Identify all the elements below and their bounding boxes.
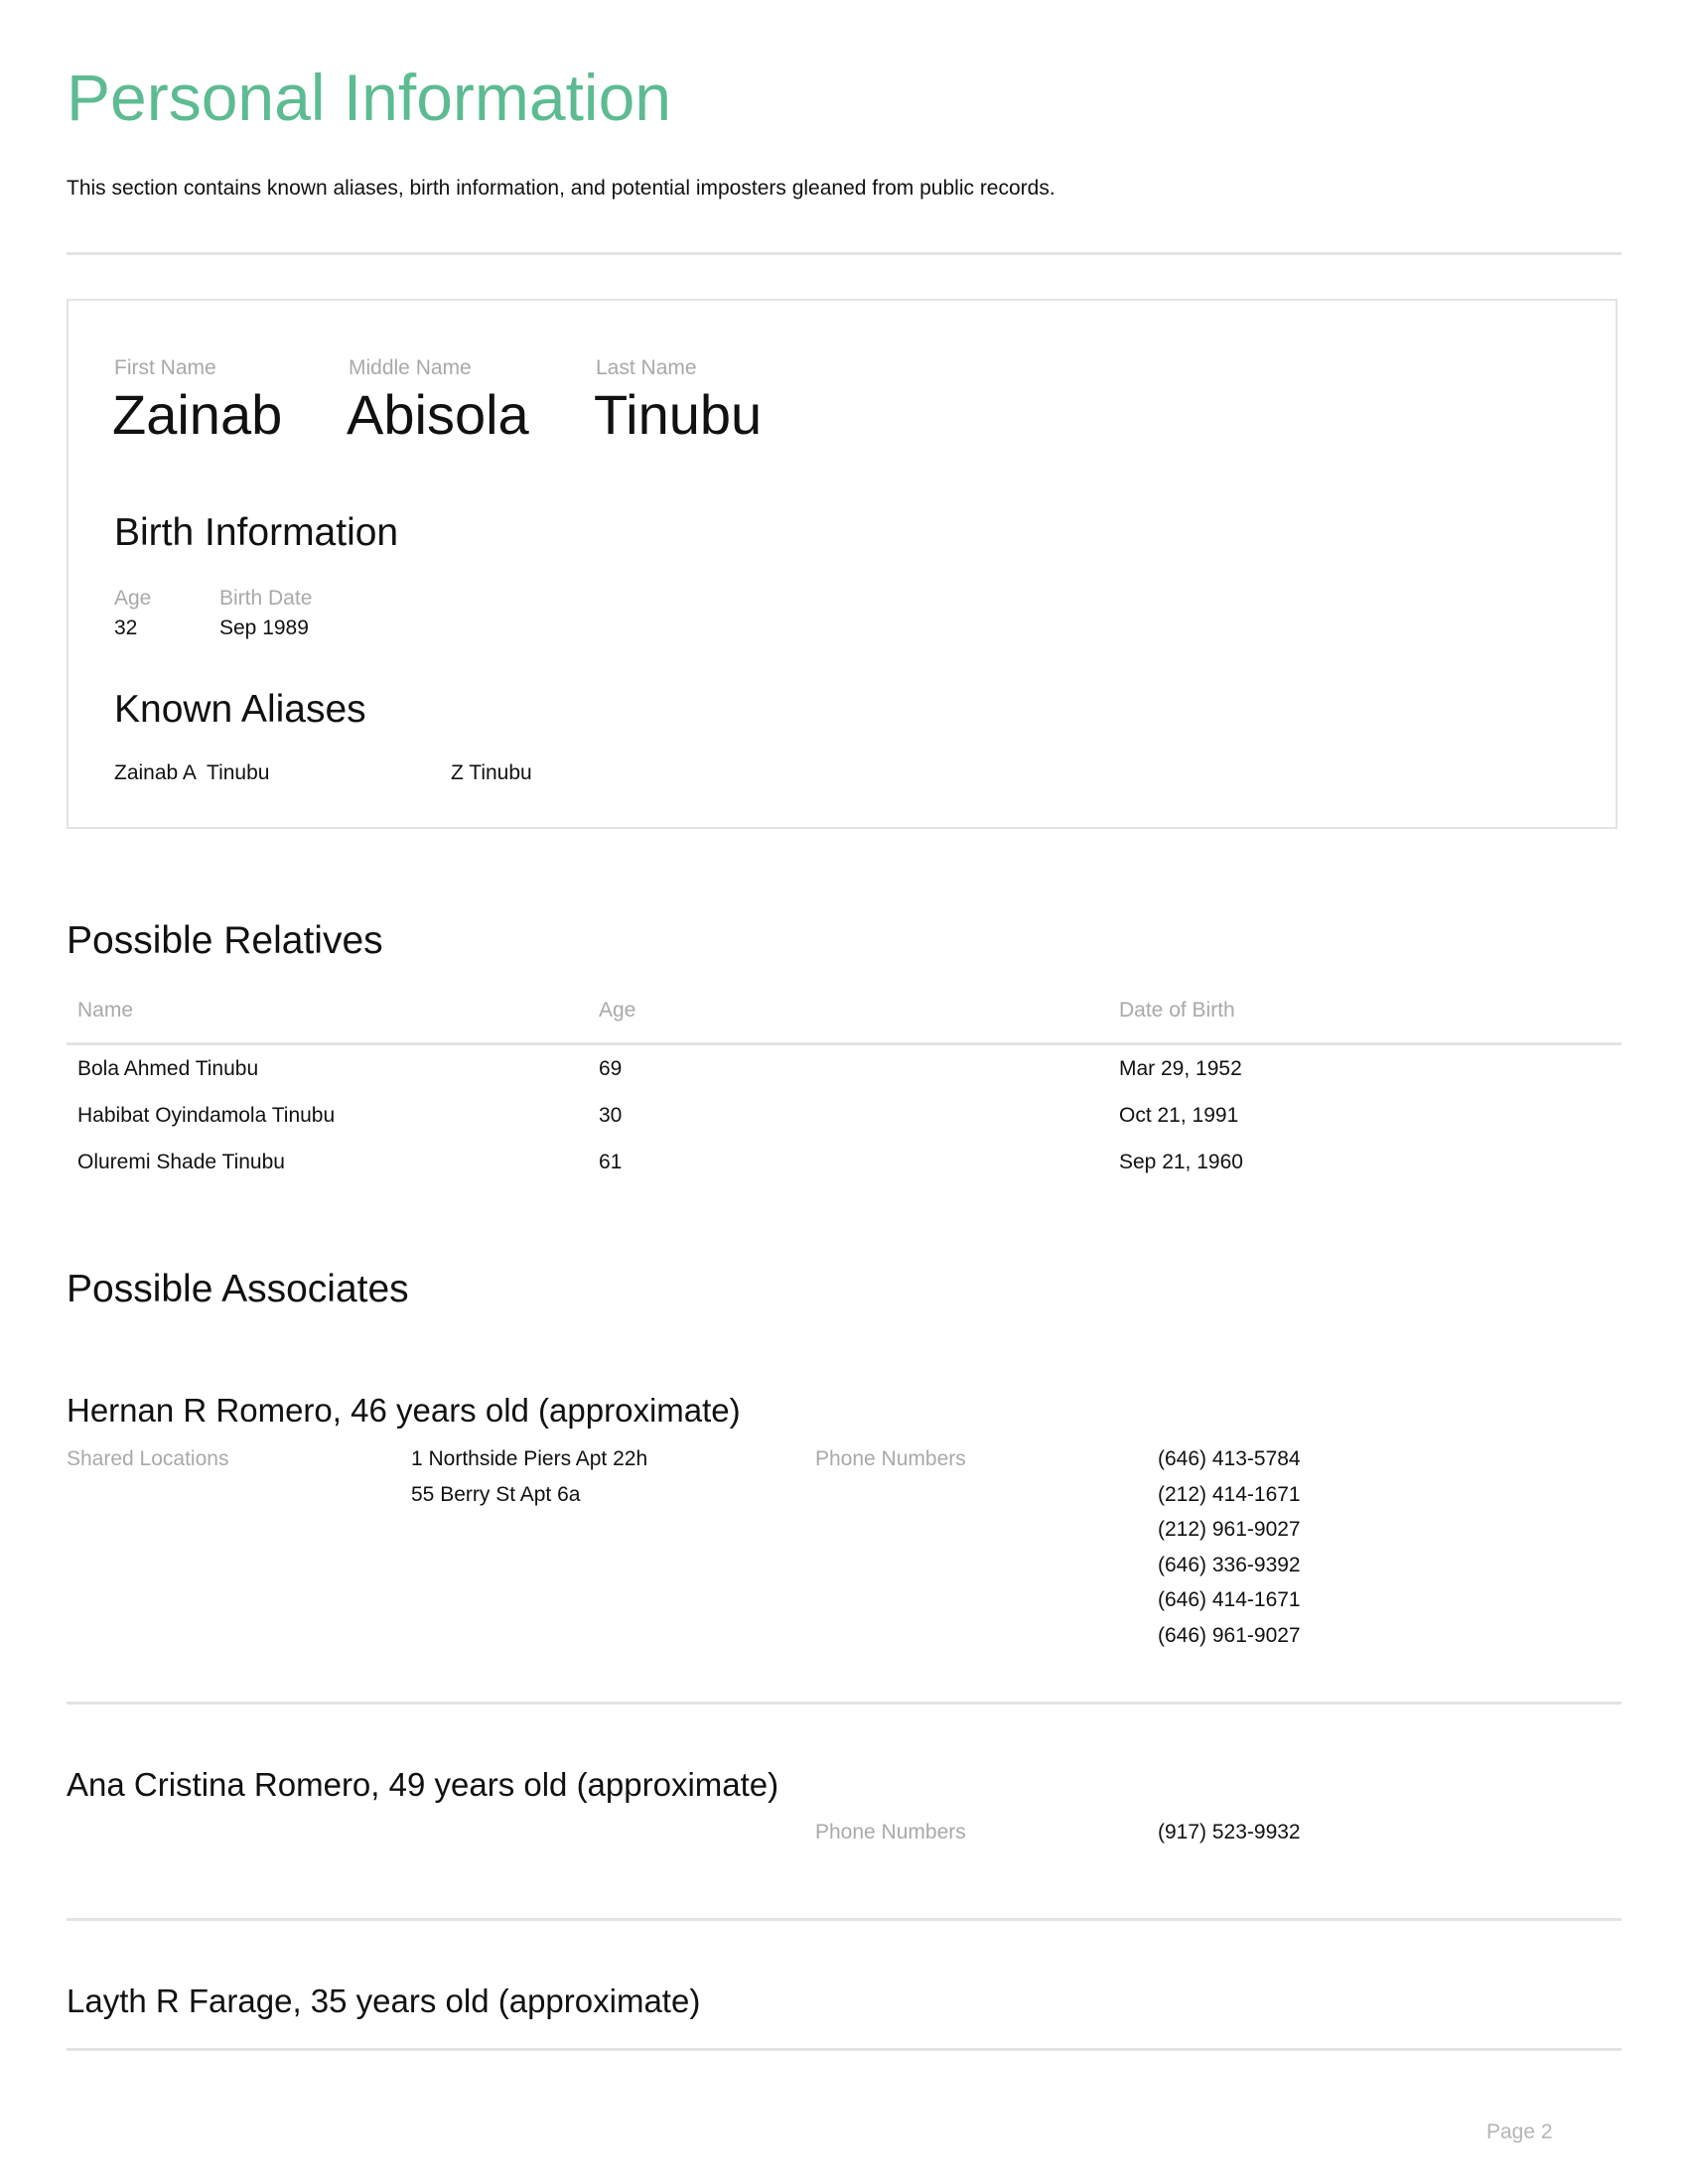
phone-number: (646) 413-5784 xyxy=(1158,1447,1301,1470)
age-value: 32 xyxy=(114,616,138,639)
page-title: Personal Information xyxy=(67,61,671,134)
relative-dob: Oct 21, 1991 xyxy=(1119,1104,1239,1127)
relative-name: Habibat Oyindamola Tinubu xyxy=(77,1104,336,1127)
table-row xyxy=(67,1139,1621,1185)
relative-dob: Mar 29, 1952 xyxy=(1119,1057,1242,1080)
table-row xyxy=(67,1045,1621,1092)
phone-numbers-label: Phone Numbers xyxy=(815,1821,966,1843)
birth-date-value: Sep 1989 xyxy=(219,616,309,639)
associate-name: Ana Cristina Romero, 49 years old (approximate) xyxy=(67,1766,779,1803)
column-header-age: Age xyxy=(599,999,636,1022)
known-aliases-heading: Known Aliases xyxy=(114,688,366,731)
relative-name: Oluremi Shade Tinubu xyxy=(77,1151,285,1173)
shared-location: 1 Northside Piers Apt 22h xyxy=(411,1447,648,1470)
first-name-value: Zainab xyxy=(112,383,283,446)
relative-name: Bola Ahmed Tinubu xyxy=(77,1057,259,1080)
relatives-table xyxy=(67,993,1621,1173)
birth-date-label: Birth Date xyxy=(219,587,313,610)
phone-number: (646) 414-1671 xyxy=(1158,1588,1301,1611)
middle-name-value: Abisola xyxy=(347,383,529,446)
divider xyxy=(67,1918,1621,1921)
phone-numbers-label: Phone Numbers xyxy=(815,1447,966,1470)
associate-name: Layth R Farage, 35 years old (approximate) xyxy=(67,1982,701,2019)
alias-item: Zainab A Tinubu xyxy=(114,761,270,784)
phone-number: (646) 961-9027 xyxy=(1158,1624,1301,1647)
phone-number: (917) 523-9932 xyxy=(1158,1821,1301,1843)
last-name-value: Tinubu xyxy=(594,383,763,446)
relatives-heading: Possible Relatives xyxy=(67,919,383,962)
column-header-name: Name xyxy=(77,999,134,1022)
middle-name-label: Middle Name xyxy=(349,356,472,379)
identity-card xyxy=(67,299,1618,829)
column-header-dob: Date of Birth xyxy=(1119,999,1235,1022)
relatives-table-header xyxy=(67,993,1621,1042)
last-name-label: Last Name xyxy=(596,356,697,379)
shared-location: 55 Berry St Apt 6a xyxy=(411,1483,581,1506)
first-name-label: First Name xyxy=(114,356,216,379)
relative-age: 69 xyxy=(599,1057,623,1080)
age-label: Age xyxy=(114,587,152,610)
phone-number: (646) 336-9392 xyxy=(1158,1554,1301,1576)
divider xyxy=(67,252,1621,255)
section-description: This section contains known aliases, birth information, and potential imposters gleaned from public records. xyxy=(67,177,1055,200)
divider xyxy=(67,2048,1621,2051)
table-row xyxy=(67,1092,1621,1139)
page-number: Page 2 xyxy=(1486,2120,1553,2143)
relative-dob: Sep 21, 1960 xyxy=(1119,1151,1243,1173)
phone-number: (212) 414-1671 xyxy=(1158,1483,1301,1506)
associates-heading: Possible Associates xyxy=(67,1268,409,1310)
birth-info-heading: Birth Information xyxy=(114,511,399,554)
associate-name: Hernan R Romero, 46 years old (approximate) xyxy=(67,1392,741,1429)
relative-age: 30 xyxy=(599,1104,623,1127)
phone-number: (212) 961-9027 xyxy=(1158,1518,1301,1541)
shared-locations-label: Shared Locations xyxy=(67,1447,229,1470)
alias-item: Z Tinubu xyxy=(451,761,532,784)
divider xyxy=(67,1702,1621,1705)
relative-age: 61 xyxy=(599,1151,623,1173)
